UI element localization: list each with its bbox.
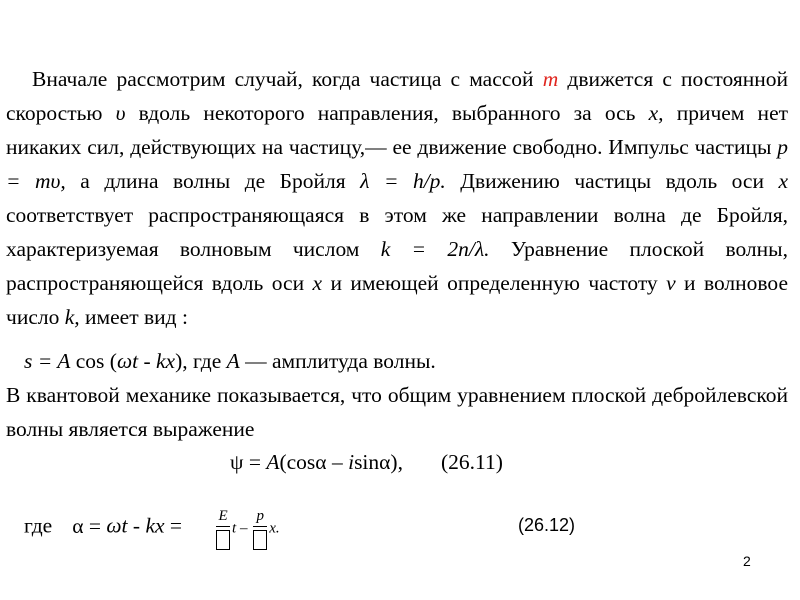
paragraph-free-particle: Вначале рассмотрим случай, когда частица с массой m движется с постоянной скоростью υ вдоль некоторого направления, выбранного за ось x, причем нет никаких сил, действующих на частицу,— ее движение свободно. Импульс частицы p = mυ, а длина волны де Бройля λ = h/p. Движению частицы вдоль оси x соответствует распространяющаяся в этом же направлении волна де Бройля, характеризуемая волновым числом k = 2п/λ. Уравнение плоской волны, распространяющейся вдоль оси x и имеющей определенную частоту ν и волновое число k, имеет вид : [6,67,789,329]
de-broglie-wavelength-formula: λ = h/p. [360,169,446,193]
where-label: где [24,513,53,538]
missing-glyph-box [216,530,230,550]
paragraph-quantum-mechanics: В квантовой механике показывается, что общим уравнением плоской дебройлевской волны является выражение [6,383,788,441]
velocity-symbol: υ [115,101,126,125]
alpha-definition-line: где α = ωt - kx = E t – p x. [24,506,280,550]
plane-wave-equation-line: s = A cos (ωt - kx), где A — амплитуда волны. [24,349,436,373]
mass-symbol: m [542,67,559,91]
equation-26-11: ψ = A(cosα – isinα), (26.11) [230,450,503,474]
wave-number-formula: k = 2п/λ. [380,237,490,261]
fraction-p-over-h: p [253,506,267,550]
fraction-e-over-h: E [216,506,230,550]
missing-glyph-box [253,530,267,550]
page-number: 2 [743,553,751,569]
equation-number-26-11: (26.11) [440,450,503,474]
momentum-formula: p = mυ, [6,135,788,193]
equation-number-26-12: (26.12) [518,515,576,535]
